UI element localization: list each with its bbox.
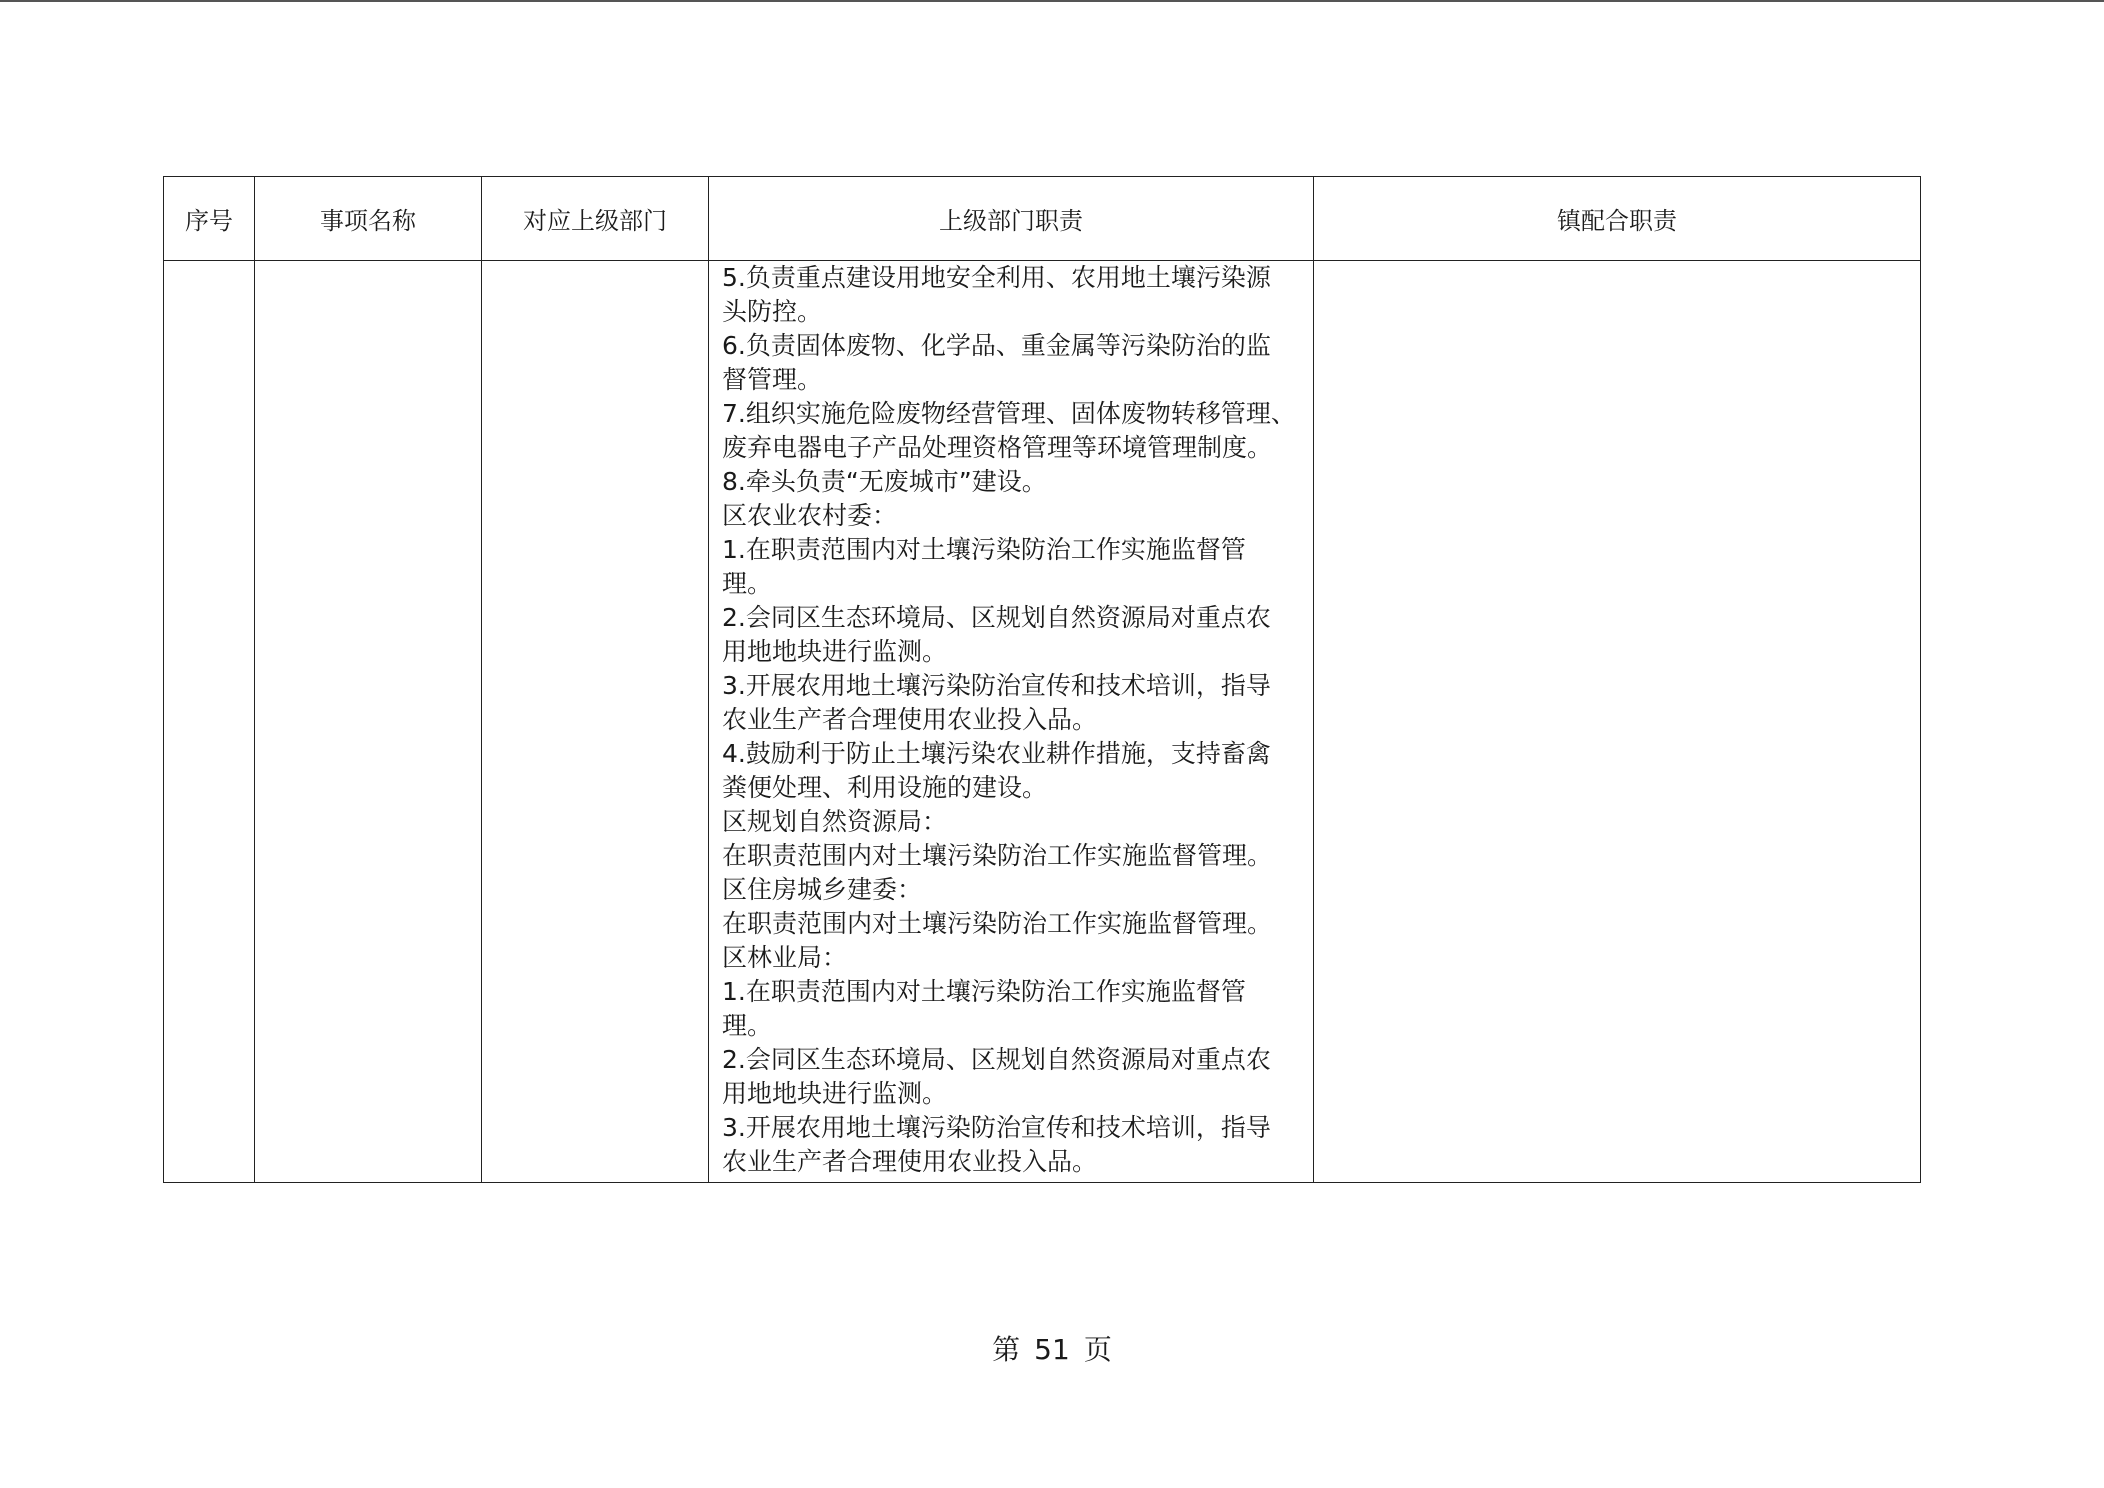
duty-line: 区住房城乡建委： — [722, 875, 923, 904]
cell-item-name — [255, 261, 482, 1183]
duty-line: 区林业局： — [722, 943, 848, 972]
duty-line: 在职责范围内对土壤污染防治工作实施监督管理。 — [722, 841, 1273, 870]
duty-line: 5.负责重点建设用地安全利用、农用地土壤污染源 — [722, 263, 1271, 292]
header-town-duties: 镇配合职责 — [1314, 177, 1921, 261]
table-header-row — [164, 177, 1921, 261]
duty-line: 督管理。 — [722, 365, 823, 394]
duty-line: 区规划自然资源局： — [722, 807, 948, 836]
header-item-name: 事项名称 — [255, 177, 482, 261]
cell-index — [164, 261, 255, 1183]
duty-line: 理。 — [722, 569, 773, 598]
header-index: 序号 — [164, 177, 255, 261]
duties-text — [709, 261, 1313, 1179]
duty-line: 农业生产者合理使用农业投入品。 — [722, 705, 1098, 734]
page-top-border — [0, 0, 2104, 2]
duty-line: 理。 — [722, 1011, 773, 1040]
duty-line: 7.组织实施危险废物经营管理、固体废物转移管理、 — [722, 399, 1296, 428]
table-row — [164, 261, 1921, 1183]
page-suffix: 页 — [1083, 1333, 1112, 1366]
duty-line: 用地地块进行监测。 — [722, 1079, 948, 1108]
duty-line: 农业生产者合理使用农业投入品。 — [722, 1147, 1098, 1176]
duty-line: 1.在职责范围内对土壤污染防治工作实施监督管 — [722, 535, 1246, 564]
duty-line: 1.在职责范围内对土壤污染防治工作实施监督管 — [722, 977, 1246, 1006]
duties-table — [163, 176, 1921, 1183]
cell-town-duties — [1314, 261, 1921, 1183]
duty-line: 区农业农村委： — [722, 501, 898, 530]
duty-line: 用地地块进行监测。 — [722, 637, 948, 666]
cell-superior-dept — [482, 261, 709, 1183]
duty-line: 3.开展农用地土壤污染防治宣传和技术培训，指导 — [722, 1113, 1271, 1142]
duty-line: 在职责范围内对土壤污染防治工作实施监督管理。 — [722, 909, 1273, 938]
header-superior-duties: 上级部门职责 — [709, 177, 1314, 261]
duty-line: 4.鼓励利于防止土壤污染农业耕作措施，支持畜禽 — [722, 739, 1271, 768]
page-number-footer — [0, 1332, 2104, 1368]
duty-line: 废弃电器电子产品处理资格管理等环境管理制度。 — [722, 433, 1273, 462]
duty-line: 3.开展农用地土壤污染防治宣传和技术培训，指导 — [722, 671, 1271, 700]
duty-line: 2.会同区生态环境局、区规划自然资源局对重点农 — [722, 1045, 1271, 1074]
page-number: 51 — [1034, 1333, 1070, 1366]
page-prefix: 第 — [992, 1333, 1021, 1366]
duty-line: 8.牵头负责“无废城市”建设。 — [722, 467, 1047, 496]
duty-line: 粪便处理、利用设施的建设。 — [722, 773, 1048, 802]
header-superior-dept: 对应上级部门 — [482, 177, 709, 261]
cell-superior-duties — [709, 261, 1314, 1183]
duty-line: 头防控。 — [722, 297, 823, 326]
duty-line: 6.负责固体废物、化学品、重金属等污染防治的监 — [722, 331, 1271, 360]
duty-line: 2.会同区生态环境局、区规划自然资源局对重点农 — [722, 603, 1271, 632]
